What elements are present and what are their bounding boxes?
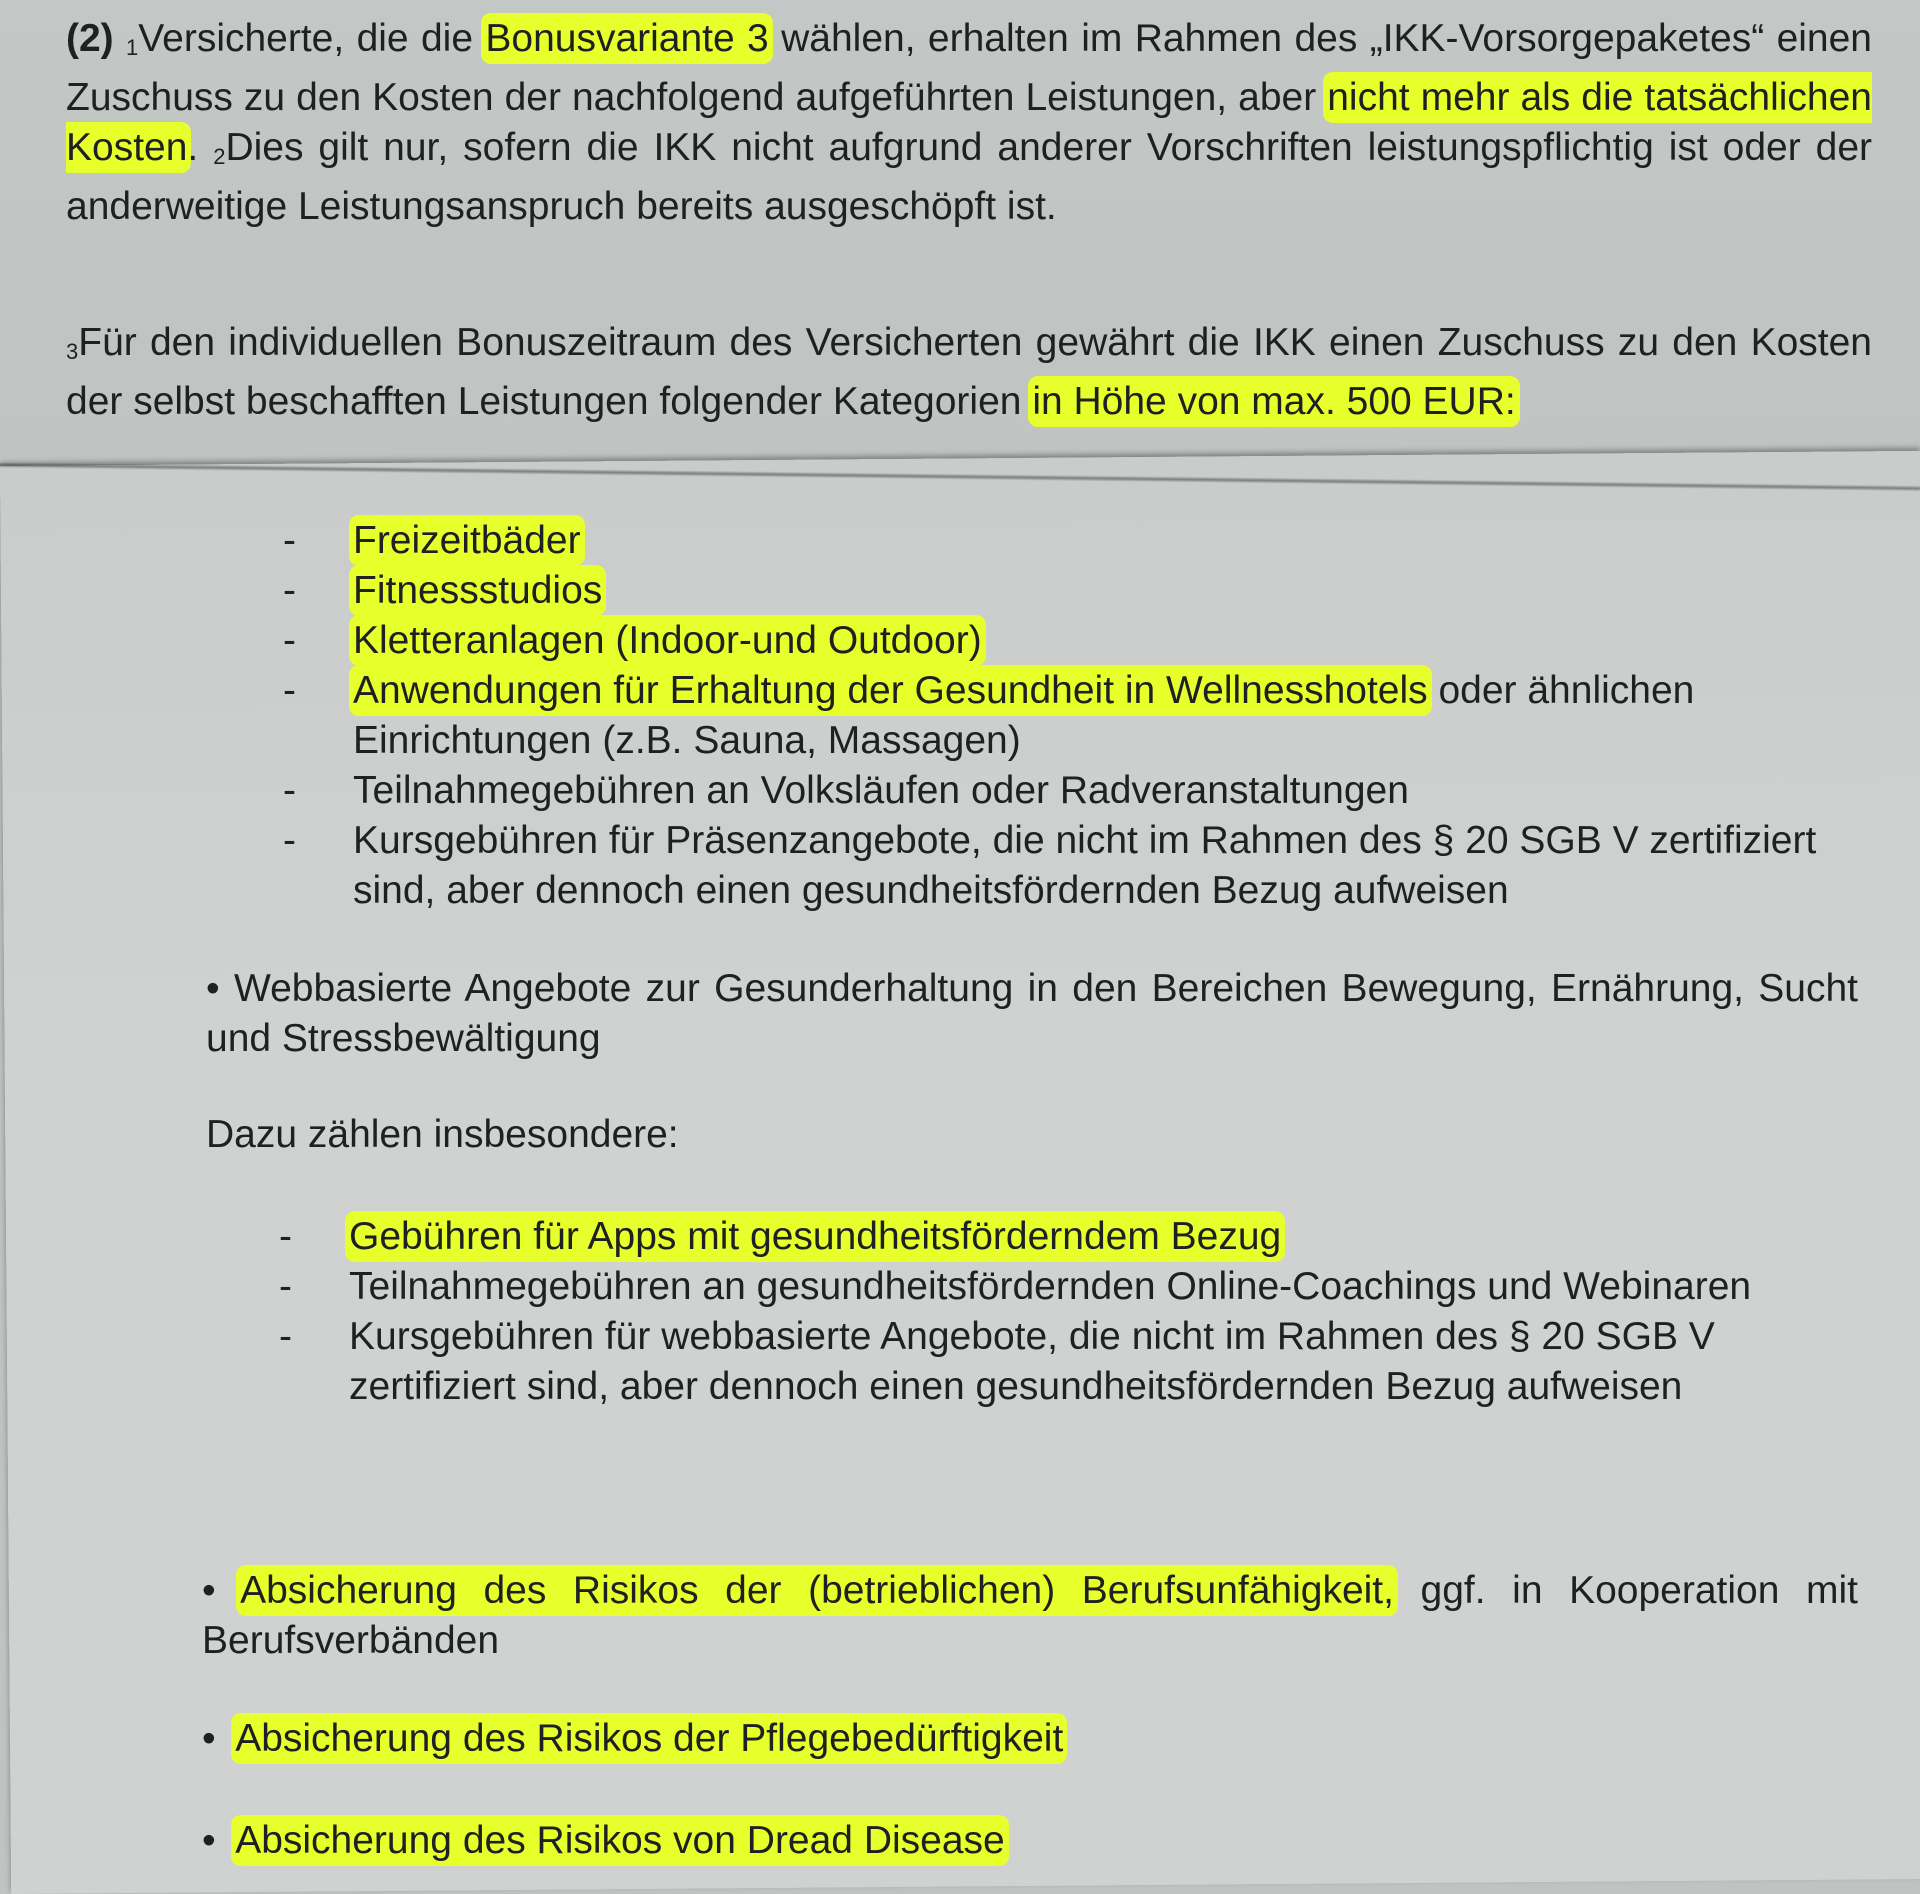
sentence-marker-3: 3 [66, 339, 79, 364]
list-item: - Kursgebühren für Präsenzangebote, die nicht im Rahmen des § 20 SGB V zertifiziert sind, aber dennoch einen gesundheitsfördernden Bezug aufweisen [283, 819, 1817, 912]
category-list-presence [283, 516, 1863, 916]
web-offers-text: Webbasierte Angebote zur Gesunderhaltung in den Bereichen Bewegung, Ernährung, Sucht und Stressbewältigung [206, 967, 1858, 1060]
list-item: - Teilnahmegebühren an gesundheitsfördernden Online-Coachings und Webinaren [279, 1265, 1752, 1308]
list-item: - Kursgebühren für webbasierte Angebote, die nicht im Rahmen des § 20 SGB V zertifiziert sind, aber dennoch einen gesundheitsfördernden Bezug aufweisen [279, 1315, 1715, 1408]
dazu-heading: Dazu zählen insbesondere: [206, 1113, 679, 1156]
web-offers-item [206, 964, 1858, 1064]
care-insurance-item [202, 1714, 1702, 1764]
paragraph-3 [66, 318, 1872, 427]
sentence-1-start: Versicherte, die die [138, 17, 486, 60]
dread-disease-item [202, 1816, 1702, 1866]
bullet-icon: • [202, 1819, 216, 1862]
list-item: - Kletteranlagen (Indoor-und Outdoor) [283, 619, 982, 662]
sentence-1-middle: wählen, erhalten im Rahmen des „IKK-Vorsorgepaketes“ einen Zuschuss zu den Kosten der nachfolgend aufgeführten Leistungen, aber [66, 17, 1873, 119]
highlight-berufsunfaehigkeit: Absicherung des Risikos der (betrieblichen) Berufsunfähigkeit, [240, 1569, 1394, 1612]
sentence-2: Dies gilt nur, sofern die IKK nicht aufgrund anderer Vorschriften leistungspflichtig ist oder der anderweitige Leistungsanspruch bereits ausgeschöpft ist. [66, 126, 1872, 228]
list-item: - Fitnessstudios [283, 569, 603, 612]
list-item: - Gebühren für Apps mit gesundheitsförderndem Bezug [279, 1215, 1282, 1258]
sentence-marker-2: 2 [213, 144, 226, 169]
category-list-web [279, 1212, 1839, 1412]
sentence-marker-1: 1 [126, 35, 139, 60]
highlight-pflegebeduerftigkeit: Absicherung des Risikos der Pflegebedürftigkeit [235, 1717, 1064, 1760]
bullet-icon: • [202, 1569, 216, 1612]
sentence-3-text: Für den individuellen Bonuszeitraum des Versicherten gewährt die IKK einen Zuschuss zu den Kosten der selbst beschafften Leistungen folgender Kategorien [66, 321, 1872, 423]
bullet-icon: • [206, 967, 220, 1010]
list-item: - Teilnahmegebühren an Volksläufen oder Radveranstaltungen [283, 769, 1409, 812]
bullet-icon: • [202, 1717, 216, 1760]
highlight-max-500-eur: in Höhe von max. 500 EUR: [1032, 380, 1516, 423]
sentence-1-end: . [187, 126, 199, 169]
list-item: - Freizeitbäder [283, 519, 581, 562]
disability-rest: ggf. in Kooperation mit Berufsverbänden [202, 1569, 1858, 1662]
paragraph-number: (2) [66, 17, 114, 60]
disability-insurance-item [202, 1566, 1858, 1666]
highlight-dread-disease: Absicherung des Risikos von Dread Disease [235, 1819, 1005, 1862]
paragraph-2 [66, 14, 1872, 232]
highlight-tatsaechliche-kosten: nicht mehr als die tatsächlichen Kosten [66, 76, 1872, 169]
list-item: - Anwendungen für Erhaltung der Gesundheit in Wellnesshotels oder ähnlichen Einrichtungen (z.B. Sauna, Massagen) [283, 669, 1695, 762]
highlight-bonusvariante: Bonusvariante 3 [485, 17, 769, 60]
